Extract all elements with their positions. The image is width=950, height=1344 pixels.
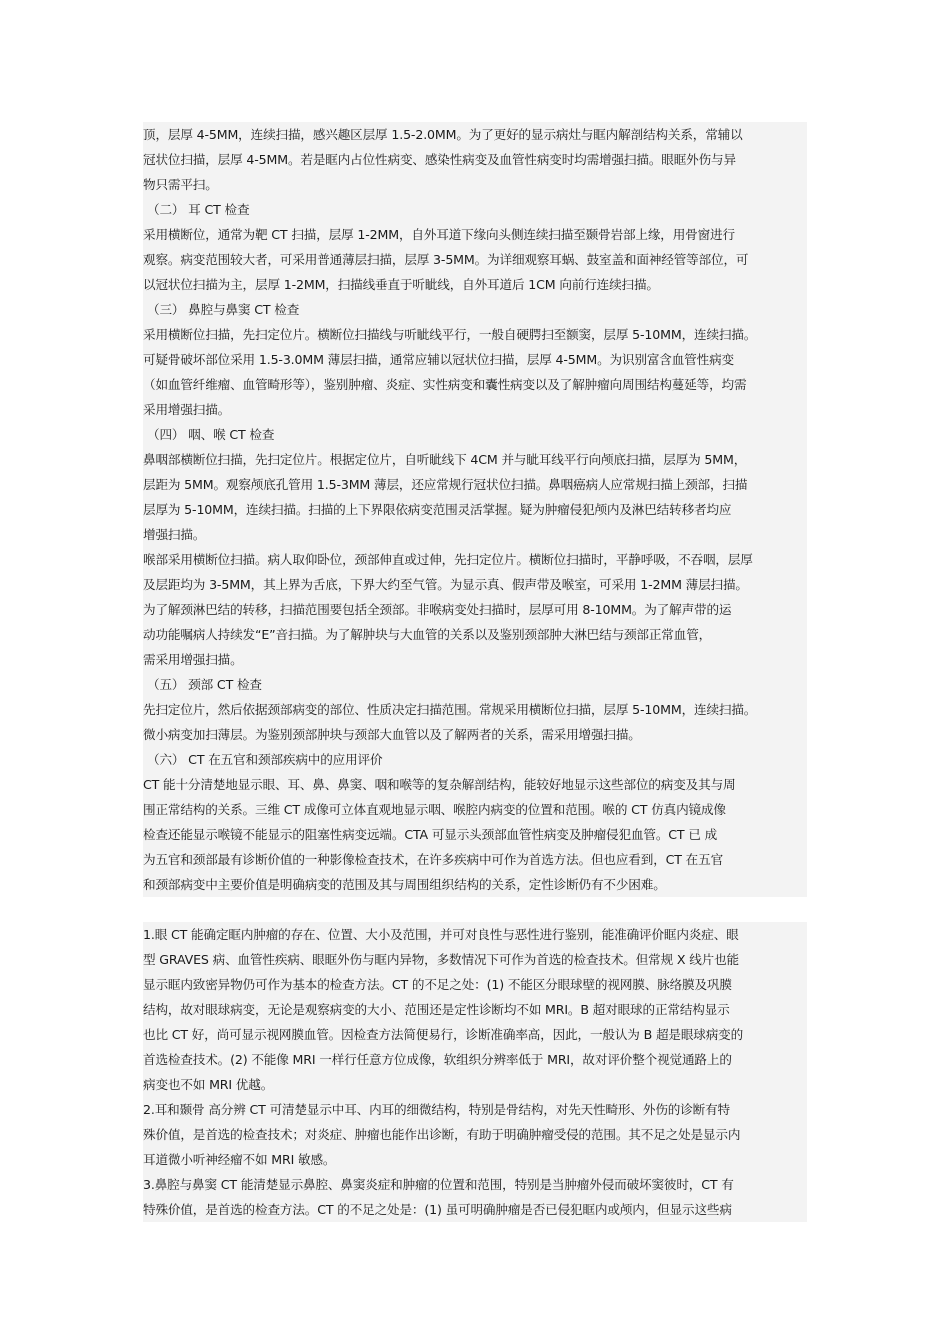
text-line: 物只需平扫。 <box>143 172 807 197</box>
text-line: 耳道微小听神经瘤不如 MRI 敏感。 <box>143 1147 807 1172</box>
text-line: 采用增强扫描。 <box>143 397 807 422</box>
text-line: 显示眶内致密异物仍可作为基本的检查方法。CT 的不足之处：(1) 不能区分眼球壁的视网膜、脉络膜及巩膜 <box>143 972 807 997</box>
text-line: 围正常结构的关系。三维 CT 成像可立体直观地显示咽、喉腔内病变的位置和范围。喉的 CT 仿真内镜成像 <box>143 797 807 822</box>
text-line: 观察。病变范围较大者，可采用普通薄层扫描，层厚 3-5MM。为详细观察耳蜗、鼓室盖和面神经管等部位，可 <box>143 247 807 272</box>
text-line: 增强扫描。 <box>143 522 807 547</box>
text-line: 殊价值，是首选的检查技术；对炎症、肿瘤也能作出诊断，有助于明确肿瘤受侵的范围。其不足之处是显示内 <box>143 1122 807 1147</box>
text-line: 采用横断位，通常为靶 CT 扫描，层厚 1-2MM，自外耳道下缘向头侧连续扫描至颞骨岩部上缘，用骨窗进行 <box>143 222 807 247</box>
text-line: CT 能十分清楚地显示眼、耳、鼻、鼻窦、咽和喉等的复杂解剖结构，能较好地显示这些部位的病变及其与周 <box>143 772 807 797</box>
text-line: 以冠状位扫描为主，层厚 1-2MM，扫描线垂直于听眦线，自外耳道后 1CM 向前行连续扫描。 <box>143 272 807 297</box>
text-line: 可疑骨破坏部位采用 1.5-3.0MM 薄层扫描，通常应辅以冠状位扫描，层厚 4-5MM。为识别富含血管性病变 <box>143 347 807 372</box>
text-line: 病变也不如 MRI 优越。 <box>143 1072 807 1097</box>
text-line: 1.眼 CT 能确定眶内肿瘤的存在、位置、大小及范围，并可对良性与恶性进行鉴别，能准确评价眶内炎症、眼 <box>143 922 807 947</box>
text-line: 型 GRAVES 病、血管性疾病、眼眶外伤与眶内异物，多数情况下可作为首选的检查技术。但常规 X 线片也能 <box>143 947 807 972</box>
text-line: 及层距均为 3-5MM，其上界为舌底，下界大约至气管。为显示真、假声带及喉室，可采用 1-2MM 薄层扫描。 <box>143 572 807 597</box>
document-body <box>143 122 807 1222</box>
text-line: 为五官和颈部最有诊断价值的一种影像检查技术，在许多疾病中可作为首选方法。但也应看到，CT 在五官 <box>143 847 807 872</box>
text-line: （如血管纤维瘤、血管畸形等），鉴别肿瘤、炎症、实性病变和囊性病变以及了解肿瘤向周围结构蔓延等，均需 <box>143 372 807 397</box>
text-line: 特殊价值，是首选的检查方法。CT 的不足之处是：(1) 虽可明确肿瘤是否已侵犯眶内或颅内，但显示这些病 <box>143 1197 807 1222</box>
text-line: 为了解颈淋巴结的转移，扫描范围要包括全颈部。非喉病变处扫描时，层厚可用 8-10MM。为了解声带的运 <box>143 597 807 622</box>
section-heading: （二） 耳 CT 检查 <box>143 197 807 222</box>
text-line: 3.鼻腔与鼻窦 CT 能清楚显示鼻腔、鼻窦炎症和肿瘤的位置和范围，特别是当肿瘤外侵而破坏窦彼时，CT 有 <box>143 1172 807 1197</box>
text-line: 冠状位扫描，层厚 4-5MM。若是眶内占位性病变、感染性病变及血管性病变时均需增强扫描。眼眶外伤与异 <box>143 147 807 172</box>
text-line: 和颈部病变中主要价值是明确病变的范围及其与周围组织结构的关系，定性诊断仍有不少困难。 <box>143 872 807 897</box>
text-line: 结构，故对眼球病变，无论是观察病变的大小、范围还是定性诊断均不如 MRI。B 超对眼球的正常结构显示 <box>143 997 807 1022</box>
text-line: 也比 CT 好，尚可显示视网膜血管。因检查方法简便易行，诊断准确率高，因此，一般认为 B 超是眼球病变的 <box>143 1022 807 1047</box>
text-line: 顶，层厚 4-5MM，连续扫描，感兴趣区层厚 1.5-2.0MM。为了更好的显示病灶与眶内解剖结构关系，常辅以 <box>143 122 807 147</box>
text-line: 鼻咽部横断位扫描，先扫定位片。根据定位片，自听眦线下 4CM 并与眦耳线平行向颅底扫描，层厚为 5MM， <box>143 447 807 472</box>
blank-line <box>143 897 807 922</box>
section-heading: （五） 颈部 CT 检查 <box>143 672 807 697</box>
text-line: 需采用增强扫描。 <box>143 647 807 672</box>
text-line: 先扫定位片，然后依据颈部病变的部位、性质决定扫描范围。常规采用横断位扫描，层厚 5-10MM，连续扫描。 <box>143 697 807 722</box>
text-line: 采用横断位扫描，先扫定位片。横断位扫描线与听眦线平行，一般自硬腭扫至额窦，层厚 5-10MM，连续扫描。 <box>143 322 807 347</box>
text-line: 喉部采用横断位扫描。病人取仰卧位，颈部伸直或过伸，先扫定位片。横断位扫描时，平静呼吸，不吞咽，层厚 <box>143 547 807 572</box>
text-line: 首选检查技术。(2) 不能像 MRI 一样行任意方位成像，软组织分辨率低于 MRI，故对评价整个视觉通路上的 <box>143 1047 807 1072</box>
text-line: 动功能嘱病人持续发“E”音扫描。为了解肿块与大血管的关系以及鉴别颈部肿大淋巴结与颈部正常血管， <box>143 622 807 647</box>
text-line: 微小病变加扫薄层。为鉴别颈部肿块与颈部大血管以及了解两者的关系，需采用增强扫描。 <box>143 722 807 747</box>
text-line: 2.耳和颞骨 高分辨 CT 可清楚显示中耳、内耳的细微结构，特别是骨结构，对先天性畸形、外伤的诊断有特 <box>143 1097 807 1122</box>
text-line: 检查还能显示喉镜不能显示的阻塞性病变远端。CTA 可显示头颈部血管性病变及肿瘤侵犯血管。CT 已 成 <box>143 822 807 847</box>
section-heading: （四） 咽、喉 CT 检查 <box>143 422 807 447</box>
section-heading: （三） 鼻腔与鼻窦 CT 检查 <box>143 297 807 322</box>
text-line: 层距为 5MM。观察颅底孔管用 1.5-3MM 薄层，还应常规行冠状位扫描。鼻咽癌病人应常规扫描上颈部，扫描 <box>143 472 807 497</box>
text-line: 层厚为 5-10MM，连续扫描。扫描的上下界限依病变范围灵活掌握。疑为肿瘤侵犯颅内及淋巴结转移者均应 <box>143 497 807 522</box>
section-heading: （六） CT 在五官和颈部疾病中的应用评价 <box>143 747 807 772</box>
